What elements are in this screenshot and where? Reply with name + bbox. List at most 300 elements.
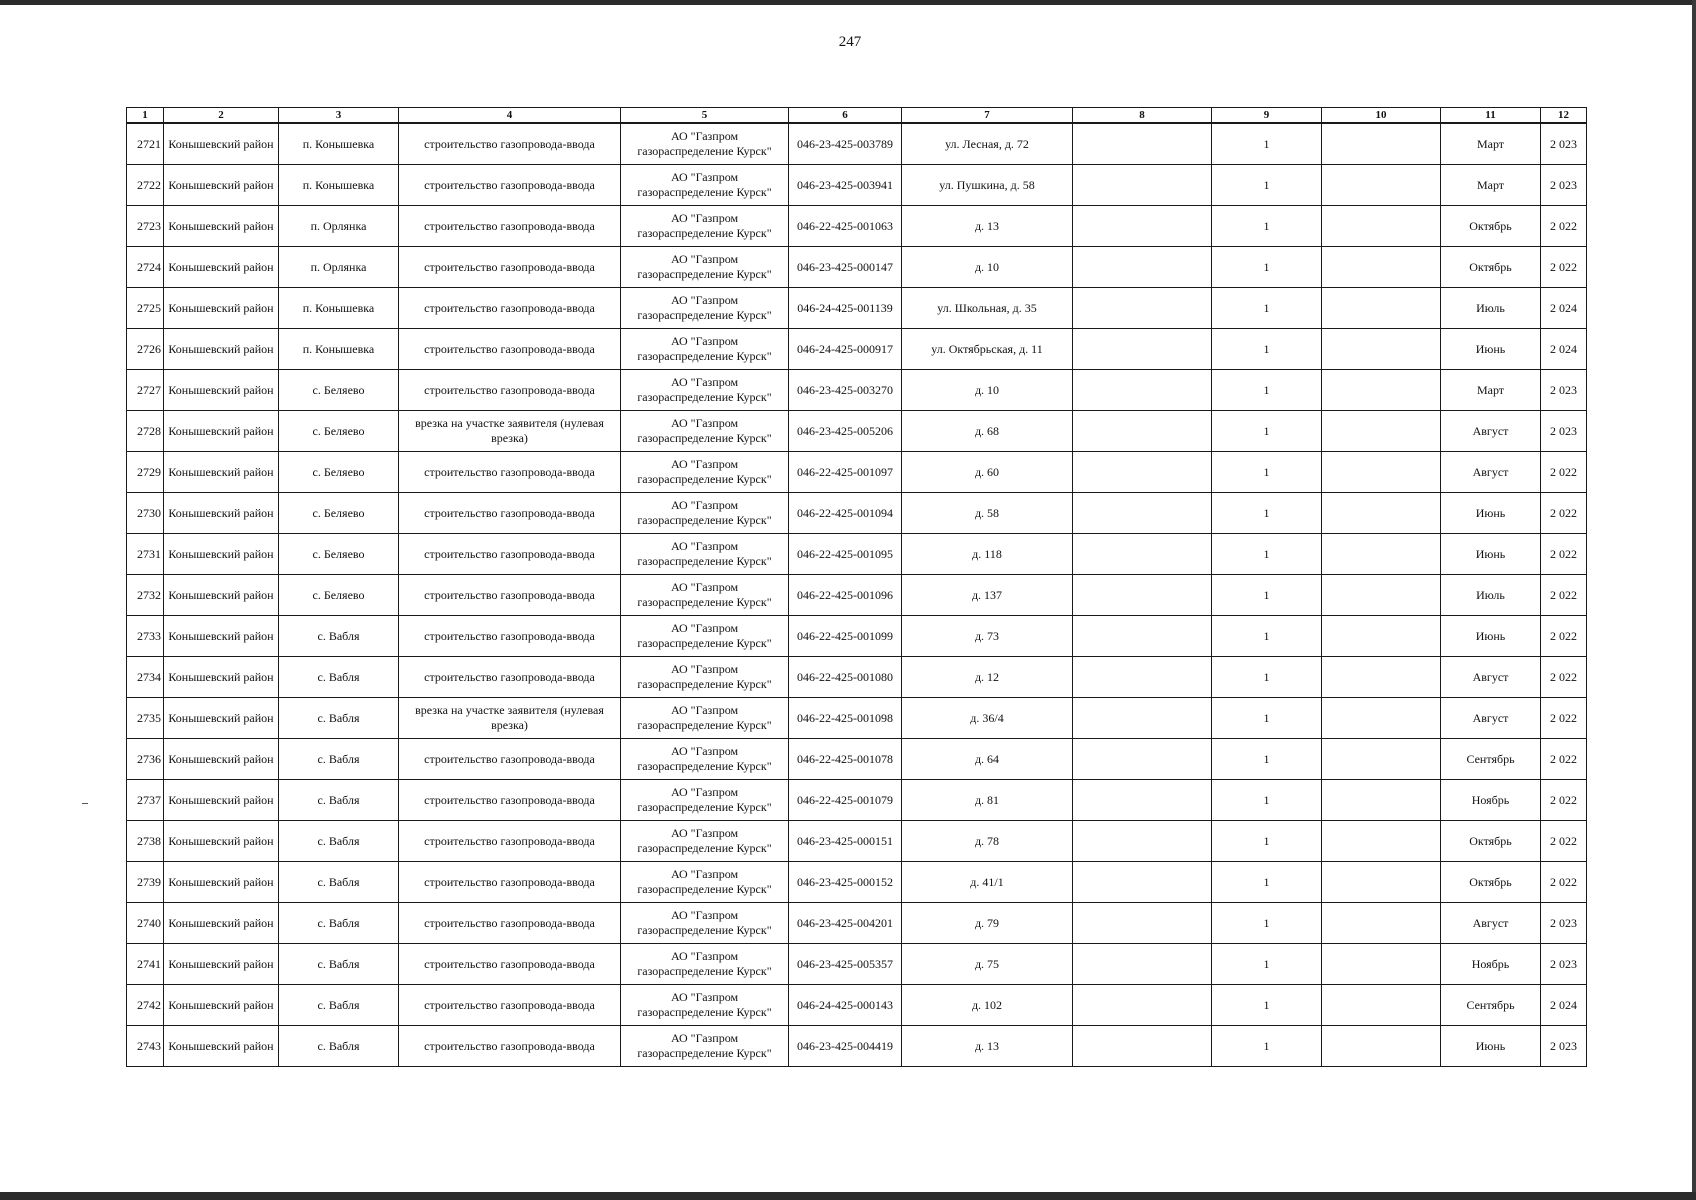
quantity-cell: 1 [1212,1026,1322,1067]
year-cell: 2 023 [1541,370,1587,411]
settlement-cell: п. Конышевка [279,329,399,370]
month-cell: Ноябрь [1441,944,1541,985]
column-10-cell [1322,1026,1441,1067]
district-cell: Конышевский район [164,288,279,329]
table-row [127,329,1587,370]
month-cell: Октябрь [1441,821,1541,862]
month-cell: Июнь [1441,493,1541,534]
table-row [127,288,1587,329]
column-8-cell [1073,903,1212,944]
column-header: 9 [1212,108,1322,124]
column-10-cell [1322,780,1441,821]
month-cell: Октябрь [1441,247,1541,288]
district-cell: Конышевский район [164,493,279,534]
work-type-cell: строительство газопровода-ввода [399,739,621,780]
settlement-cell: п. Конышевка [279,165,399,206]
work-type-cell: строительство газопровода-ввода [399,247,621,288]
column-10-cell [1322,739,1441,780]
application-code-cell: 046-23-425-003270 [789,370,902,411]
application-code-cell: 046-23-425-004201 [789,903,902,944]
quantity-cell: 1 [1212,780,1322,821]
application-code-cell: 046-22-425-001095 [789,534,902,575]
organization-cell: АО "Газпром газораспределение Курск" [621,1026,789,1067]
column-10-cell [1322,288,1441,329]
column-10-cell [1322,698,1441,739]
application-code-cell: 046-22-425-001098 [789,698,902,739]
work-type-cell: строительство газопровода-ввода [399,903,621,944]
settlement-cell: с. Вабля [279,944,399,985]
column-8-cell [1073,739,1212,780]
settlement-cell: п. Конышевка [279,288,399,329]
application-code-cell: 046-22-425-001097 [789,452,902,493]
scan-speck [82,803,88,804]
work-type-cell: строительство газопровода-ввода [399,821,621,862]
column-10-cell [1322,206,1441,247]
table-row [127,452,1587,493]
quantity-cell: 1 [1212,903,1322,944]
settlement-cell: с. Вабля [279,1026,399,1067]
table-row [127,698,1587,739]
organization-cell: АО "Газпром газораспределение Курск" [621,985,789,1026]
quantity-cell: 1 [1212,739,1322,780]
organization-cell: АО "Газпром газораспределение Курск" [621,616,789,657]
organization-cell: АО "Газпром газораспределение Курск" [621,821,789,862]
month-cell: Октябрь [1441,206,1541,247]
column-header: 10 [1322,108,1441,124]
work-type-cell: строительство газопровода-ввода [399,534,621,575]
application-code-cell: 046-22-425-001063 [789,206,902,247]
table-row [127,165,1587,206]
quantity-cell: 1 [1212,575,1322,616]
table-row [127,534,1587,575]
address-cell: ул. Школьная, д. 35 [902,288,1073,329]
column-10-cell [1322,903,1441,944]
month-cell: Август [1441,452,1541,493]
month-cell: Март [1441,370,1541,411]
month-cell: Август [1441,411,1541,452]
application-code-cell: 046-22-425-001099 [789,616,902,657]
month-cell: Сентябрь [1441,739,1541,780]
column-8-cell [1073,616,1212,657]
address-cell: д. 81 [902,780,1073,821]
quantity-cell: 1 [1212,862,1322,903]
table-row [127,985,1587,1026]
district-cell: Конышевский район [164,165,279,206]
column-10-cell [1322,247,1441,288]
application-code-cell: 046-23-425-005206 [789,411,902,452]
year-cell: 2 023 [1541,903,1587,944]
district-cell: Конышевский район [164,739,279,780]
row-number: 2736 [127,739,164,780]
row-number: 2738 [127,821,164,862]
work-type-cell: строительство газопровода-ввода [399,616,621,657]
address-cell: д. 64 [902,739,1073,780]
month-cell: Июнь [1441,534,1541,575]
column-header: 1 [127,108,164,124]
address-cell: д. 36/4 [902,698,1073,739]
district-cell: Конышевский район [164,616,279,657]
district-cell: Конышевский район [164,411,279,452]
column-header: 3 [279,108,399,124]
settlement-cell: с. Беляево [279,575,399,616]
work-type-cell: строительство газопровода-ввода [399,1026,621,1067]
application-code-cell: 046-24-425-000917 [789,329,902,370]
column-10-cell [1322,575,1441,616]
column-10-cell [1322,123,1441,165]
organization-cell: АО "Газпром газораспределение Курск" [621,288,789,329]
quantity-cell: 1 [1212,165,1322,206]
work-type-cell: строительство газопровода-ввода [399,123,621,165]
row-number: 2733 [127,616,164,657]
quantity-cell: 1 [1212,493,1322,534]
row-number: 2743 [127,1026,164,1067]
organization-cell: АО "Газпром газораспределение Курск" [621,780,789,821]
scan-border-bottom [0,1192,1696,1200]
address-cell: ул. Октябрьская, д. 11 [902,329,1073,370]
table-row [127,903,1587,944]
year-cell: 2 023 [1541,944,1587,985]
register-table [126,107,1587,1067]
organization-cell: АО "Газпром газораспределение Курск" [621,862,789,903]
organization-cell: АО "Газпром газораспределение Курск" [621,739,789,780]
address-cell: д. 78 [902,821,1073,862]
month-cell: Август [1441,698,1541,739]
quantity-cell: 1 [1212,288,1322,329]
column-8-cell [1073,698,1212,739]
year-cell: 2 022 [1541,247,1587,288]
quantity-cell: 1 [1212,411,1322,452]
row-number: 2739 [127,862,164,903]
work-type-cell: строительство газопровода-ввода [399,288,621,329]
district-cell: Конышевский район [164,944,279,985]
year-cell: 2 023 [1541,411,1587,452]
table-row [127,944,1587,985]
month-cell: Июль [1441,288,1541,329]
year-cell: 2 022 [1541,821,1587,862]
organization-cell: АО "Газпром газораспределение Курск" [621,452,789,493]
settlement-cell: с. Беляево [279,534,399,575]
table-row [127,370,1587,411]
settlement-cell: с. Вабля [279,616,399,657]
year-cell: 2 024 [1541,288,1587,329]
application-code-cell: 046-23-425-003789 [789,123,902,165]
year-cell: 2 024 [1541,985,1587,1026]
quantity-cell: 1 [1212,206,1322,247]
organization-cell: АО "Газпром газораспределение Курск" [621,411,789,452]
column-8-cell [1073,1026,1212,1067]
row-number: 2724 [127,247,164,288]
row-number: 2729 [127,452,164,493]
quantity-cell: 1 [1212,698,1322,739]
settlement-cell: с. Вабля [279,657,399,698]
settlement-cell: с. Беляево [279,493,399,534]
column-header: 2 [164,108,279,124]
address-cell: д. 13 [902,1026,1073,1067]
column-8-cell [1073,985,1212,1026]
column-header: 12 [1541,108,1587,124]
settlement-cell: с. Вабля [279,698,399,739]
settlement-cell: с. Вабля [279,903,399,944]
month-cell: Июнь [1441,616,1541,657]
year-cell: 2 022 [1541,698,1587,739]
column-10-cell [1322,657,1441,698]
organization-cell: АО "Газпром газораспределение Курск" [621,493,789,534]
quantity-cell: 1 [1212,452,1322,493]
year-cell: 2 022 [1541,493,1587,534]
address-cell: д. 13 [902,206,1073,247]
address-cell: д. 10 [902,370,1073,411]
address-cell: д. 73 [902,616,1073,657]
column-10-cell [1322,821,1441,862]
column-8-cell [1073,329,1212,370]
work-type-cell: строительство газопровода-ввода [399,944,621,985]
settlement-cell: п. Конышевка [279,123,399,165]
column-8-cell [1073,288,1212,329]
table-row [127,1026,1587,1067]
district-cell: Конышевский район [164,1026,279,1067]
register-table-container [126,107,1586,1067]
quantity-cell: 1 [1212,329,1322,370]
district-cell: Конышевский район [164,780,279,821]
settlement-cell: с. Беляево [279,370,399,411]
column-10-cell [1322,370,1441,411]
quantity-cell: 1 [1212,616,1322,657]
district-cell: Конышевский район [164,123,279,165]
column-8-cell [1073,944,1212,985]
work-type-cell: строительство газопровода-ввода [399,452,621,493]
year-cell: 2 022 [1541,739,1587,780]
table-row [127,821,1587,862]
column-8-cell [1073,370,1212,411]
organization-cell: АО "Газпром газораспределение Курск" [621,944,789,985]
quantity-cell: 1 [1212,370,1322,411]
work-type-cell: строительство газопровода-ввода [399,780,621,821]
month-cell: Июнь [1441,1026,1541,1067]
work-type-cell: строительство газопровода-ввода [399,493,621,534]
month-cell: Август [1441,903,1541,944]
column-10-cell [1322,944,1441,985]
organization-cell: АО "Газпром газораспределение Курск" [621,247,789,288]
year-cell: 2 022 [1541,534,1587,575]
column-10-cell [1322,985,1441,1026]
application-code-cell: 046-23-425-000147 [789,247,902,288]
address-cell: д. 60 [902,452,1073,493]
address-cell: д. 58 [902,493,1073,534]
organization-cell: АО "Газпром газораспределение Курск" [621,534,789,575]
column-10-cell [1322,165,1441,206]
district-cell: Конышевский район [164,862,279,903]
district-cell: Конышевский район [164,657,279,698]
organization-cell: АО "Газпром газораспределение Курск" [621,903,789,944]
month-cell: Август [1441,657,1541,698]
table-row [127,616,1587,657]
column-8-cell [1073,247,1212,288]
row-number: 2742 [127,985,164,1026]
application-code-cell: 046-22-425-001096 [789,575,902,616]
column-header: 4 [399,108,621,124]
column-8-cell [1073,411,1212,452]
column-8-cell [1073,493,1212,534]
table-body [127,123,1587,1067]
address-cell: д. 41/1 [902,862,1073,903]
settlement-cell: с. Вабля [279,862,399,903]
year-cell: 2 022 [1541,862,1587,903]
settlement-cell: п. Орлянка [279,247,399,288]
column-8-cell [1073,534,1212,575]
column-10-cell [1322,862,1441,903]
organization-cell: АО "Газпром газораспределение Курск" [621,329,789,370]
column-8-cell [1073,862,1212,903]
table-row [127,780,1587,821]
application-code-cell: 046-22-425-001078 [789,739,902,780]
month-cell: Ноябрь [1441,780,1541,821]
address-cell: д. 118 [902,534,1073,575]
table-row [127,411,1587,452]
settlement-cell: с. Вабля [279,739,399,780]
organization-cell: АО "Газпром газораспределение Курск" [621,657,789,698]
year-cell: 2 022 [1541,206,1587,247]
year-cell: 2 023 [1541,1026,1587,1067]
quantity-cell: 1 [1212,534,1322,575]
month-cell: Март [1441,123,1541,165]
column-8-cell [1073,575,1212,616]
column-8-cell [1073,123,1212,165]
year-cell: 2 022 [1541,657,1587,698]
address-cell: ул. Лесная, д. 72 [902,123,1073,165]
application-code-cell: 046-22-425-001094 [789,493,902,534]
district-cell: Конышевский район [164,985,279,1026]
year-cell: 2 022 [1541,780,1587,821]
table-row [127,206,1587,247]
district-cell: Конышевский район [164,534,279,575]
settlement-cell: с. Беляево [279,411,399,452]
work-type-cell: врезка на участке заявителя (нулевая врезка) [399,411,621,452]
settlement-cell: с. Беляево [279,452,399,493]
row-number: 2723 [127,206,164,247]
row-number: 2727 [127,370,164,411]
row-number: 2722 [127,165,164,206]
row-number: 2725 [127,288,164,329]
column-10-cell [1322,329,1441,370]
column-8-cell [1073,780,1212,821]
address-cell: д. 137 [902,575,1073,616]
row-number: 2732 [127,575,164,616]
application-code-cell: 046-22-425-001079 [789,780,902,821]
year-cell: 2 022 [1541,575,1587,616]
settlement-cell: с. Вабля [279,985,399,1026]
column-header: 8 [1073,108,1212,124]
month-cell: Октябрь [1441,862,1541,903]
year-cell: 2 024 [1541,329,1587,370]
column-10-cell [1322,493,1441,534]
quantity-cell: 1 [1212,821,1322,862]
column-8-cell [1073,165,1212,206]
address-cell: д. 12 [902,657,1073,698]
settlement-cell: с. Вабля [279,821,399,862]
district-cell: Конышевский район [164,821,279,862]
organization-cell: АО "Газпром газораспределение Курск" [621,575,789,616]
year-cell: 2 023 [1541,165,1587,206]
month-cell: Июль [1441,575,1541,616]
table-row [127,247,1587,288]
application-code-cell: 046-22-425-001080 [789,657,902,698]
district-cell: Конышевский район [164,452,279,493]
column-10-cell [1322,411,1441,452]
district-cell: Конышевский район [164,698,279,739]
work-type-cell: строительство газопровода-ввода [399,370,621,411]
address-cell: д. 10 [902,247,1073,288]
month-cell: Июнь [1441,329,1541,370]
year-cell: 2 022 [1541,452,1587,493]
address-cell: д. 102 [902,985,1073,1026]
application-code-cell: 046-23-425-005357 [789,944,902,985]
address-cell: ул. Пушкина, д. 58 [902,165,1073,206]
column-header: 7 [902,108,1073,124]
row-number: 2735 [127,698,164,739]
district-cell: Конышевский район [164,370,279,411]
work-type-cell: строительство газопровода-ввода [399,329,621,370]
column-header: 11 [1441,108,1541,124]
address-cell: д. 68 [902,411,1073,452]
year-cell: 2 022 [1541,616,1587,657]
work-type-cell: строительство газопровода-ввода [399,206,621,247]
row-number: 2730 [127,493,164,534]
quantity-cell: 1 [1212,985,1322,1026]
row-number: 2740 [127,903,164,944]
settlement-cell: с. Вабля [279,780,399,821]
column-8-cell [1073,821,1212,862]
quantity-cell: 1 [1212,944,1322,985]
application-code-cell: 046-24-425-000143 [789,985,902,1026]
row-number: 2731 [127,534,164,575]
table-row [127,657,1587,698]
column-10-cell [1322,616,1441,657]
address-cell: д. 79 [902,903,1073,944]
work-type-cell: строительство газопровода-ввода [399,165,621,206]
work-type-cell: строительство газопровода-ввода [399,657,621,698]
month-cell: Сентябрь [1441,985,1541,1026]
application-code-cell: 046-24-425-001139 [789,288,902,329]
column-10-cell [1322,452,1441,493]
row-number: 2737 [127,780,164,821]
district-cell: Конышевский район [164,903,279,944]
column-8-cell [1073,206,1212,247]
work-type-cell: строительство газопровода-ввода [399,575,621,616]
organization-cell: АО "Газпром газораспределение Курск" [621,165,789,206]
table-row [127,493,1587,534]
quantity-cell: 1 [1212,123,1322,165]
column-8-cell [1073,657,1212,698]
application-code-cell: 046-23-425-000152 [789,862,902,903]
column-header: 5 [621,108,789,124]
district-cell: Конышевский район [164,329,279,370]
column-header: 6 [789,108,902,124]
application-code-cell: 046-23-425-004419 [789,1026,902,1067]
application-code-cell: 046-23-425-000151 [789,821,902,862]
scan-border-right [1692,0,1696,1200]
work-type-cell: строительство газопровода-ввода [399,862,621,903]
year-cell: 2 023 [1541,123,1587,165]
page-number: 247 [838,34,862,50]
address-cell: д. 75 [902,944,1073,985]
district-cell: Конышевский район [164,575,279,616]
row-number: 2721 [127,123,164,165]
district-cell: Конышевский район [164,206,279,247]
row-number: 2741 [127,944,164,985]
quantity-cell: 1 [1212,247,1322,288]
settlement-cell: п. Орлянка [279,206,399,247]
row-number: 2728 [127,411,164,452]
